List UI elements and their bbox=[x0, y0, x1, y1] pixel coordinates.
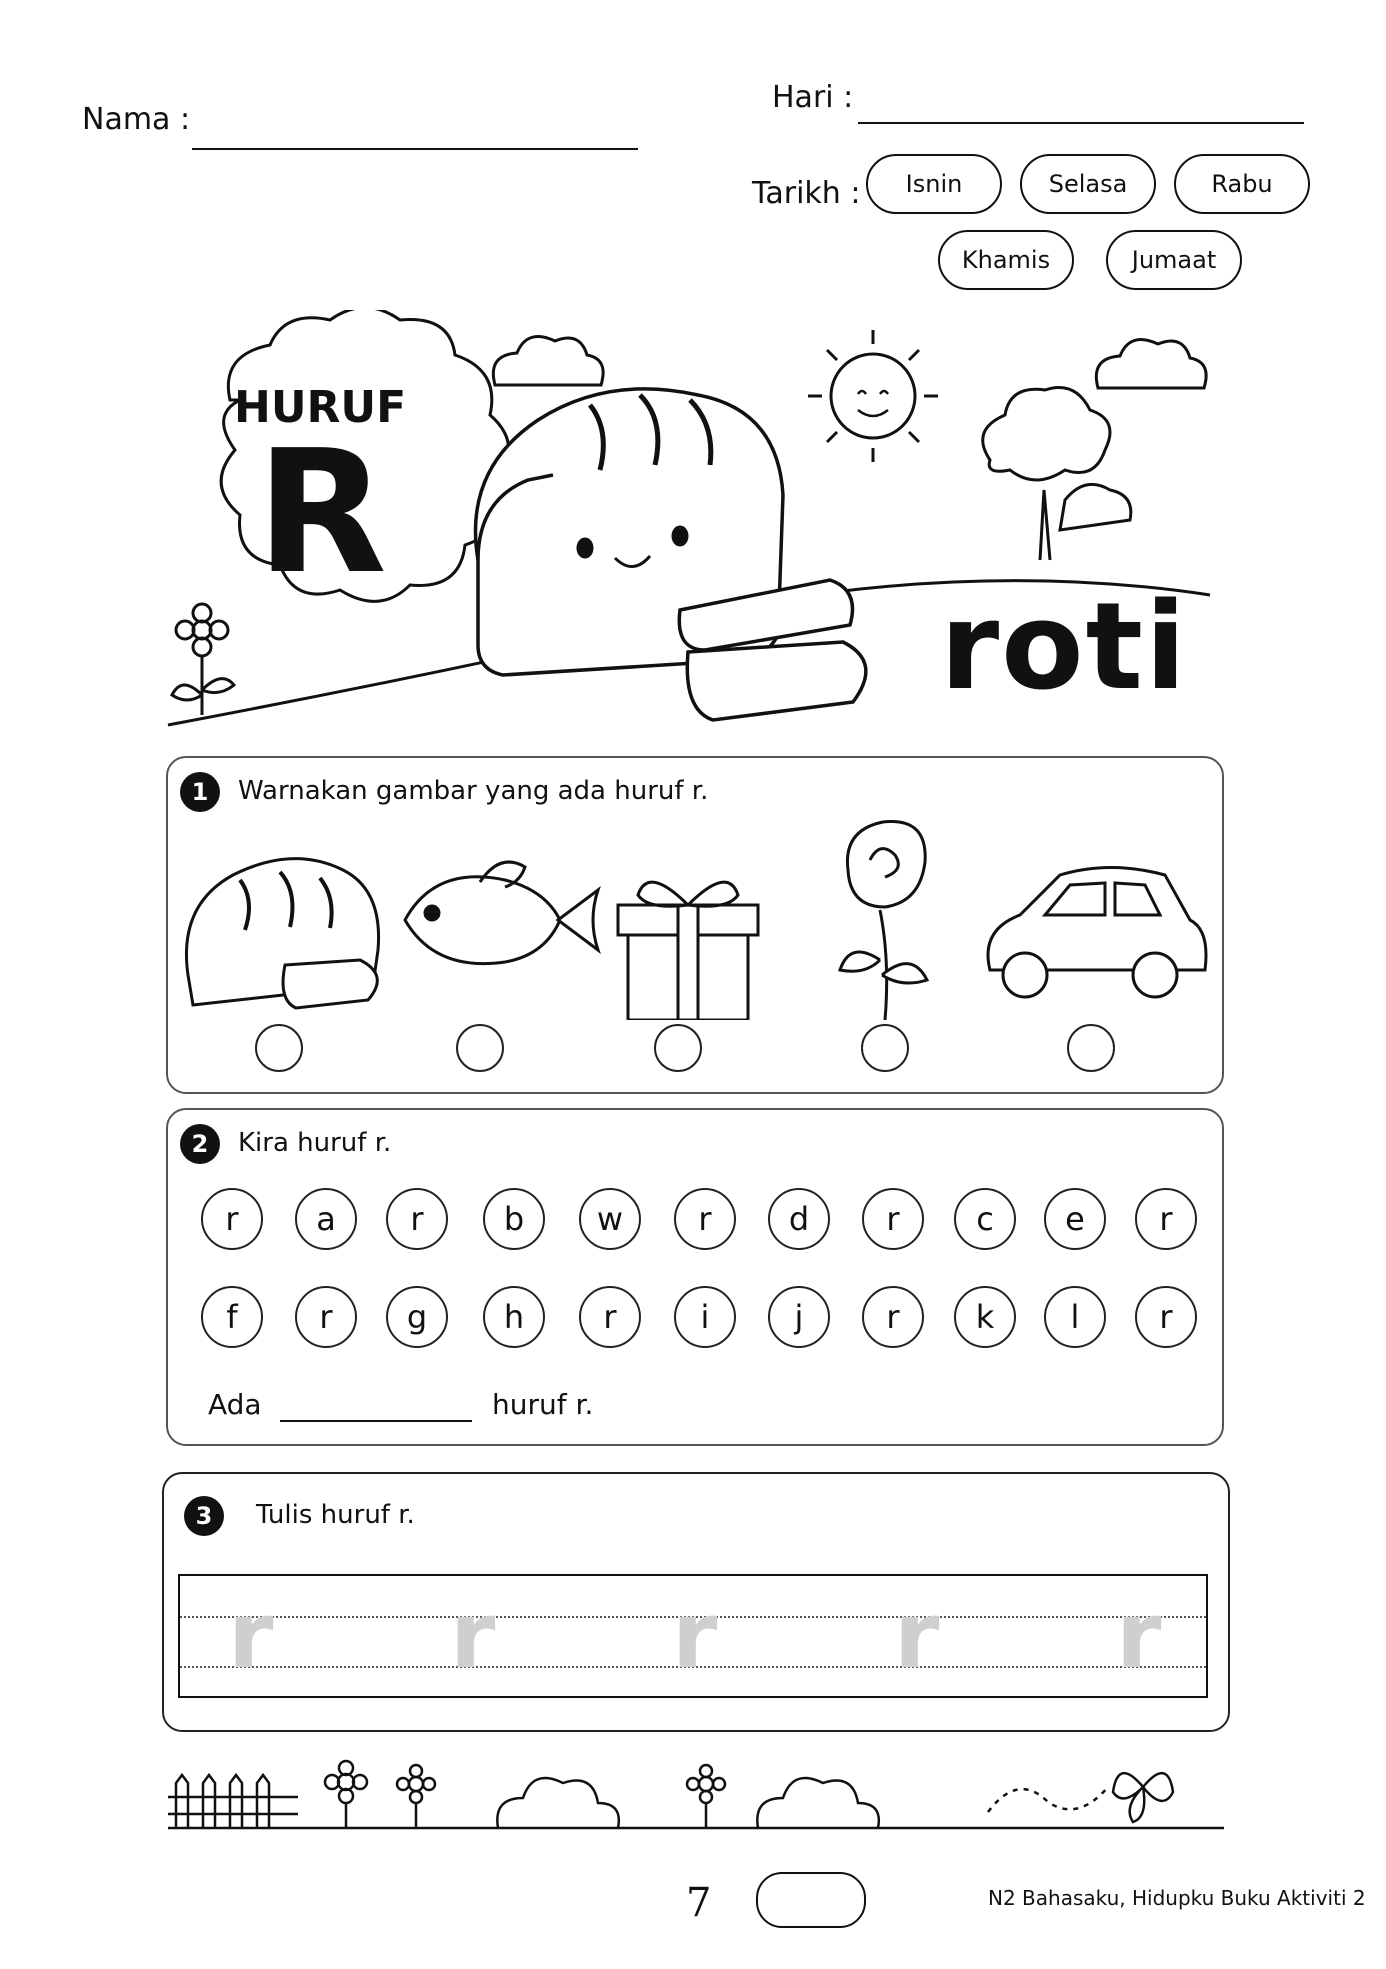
letter-circle[interactable]: r bbox=[201, 1188, 263, 1250]
page-number: 7 bbox=[686, 1880, 712, 1926]
section-1-number: 1 bbox=[180, 772, 220, 812]
letter-circle[interactable]: b bbox=[483, 1188, 545, 1250]
hero-word: roti bbox=[940, 578, 1189, 717]
letter-circle[interactable]: r bbox=[1135, 1188, 1197, 1250]
section-2-box bbox=[166, 1108, 1224, 1446]
flower-icon bbox=[397, 1765, 435, 1828]
letter-circle[interactable]: g bbox=[386, 1286, 448, 1348]
trace-letter: r bbox=[228, 1582, 274, 1689]
section-3-instruction: Tulis huruf r. bbox=[256, 1500, 415, 1530]
car-icon bbox=[988, 868, 1206, 998]
answer-field[interactable] bbox=[280, 1420, 472, 1422]
letter-circle[interactable]: c bbox=[954, 1188, 1016, 1250]
gift-icon bbox=[618, 882, 758, 1020]
letter-circle[interactable]: r bbox=[862, 1286, 924, 1348]
letter-circle[interactable]: i bbox=[674, 1286, 736, 1348]
cloud-icon bbox=[493, 337, 603, 385]
trace-letter: r bbox=[1116, 1582, 1162, 1689]
letter-circle[interactable]: a bbox=[295, 1188, 357, 1250]
name-field[interactable] bbox=[192, 148, 638, 150]
fence-icon bbox=[168, 1775, 298, 1828]
bread-icon bbox=[186, 859, 378, 1008]
name-label: Nama : bbox=[82, 102, 191, 137]
letter-circle[interactable]: r bbox=[1135, 1286, 1197, 1348]
letter-circle[interactable]: r bbox=[674, 1188, 736, 1250]
flower-icon bbox=[325, 1761, 367, 1828]
cloud-icon bbox=[1096, 340, 1206, 388]
day-option-isnin[interactable]: Isnin bbox=[866, 154, 1002, 214]
section-1-instruction: Warnakan gambar yang ada huruf r. bbox=[238, 776, 709, 806]
section-2-instruction: Kira huruf r. bbox=[238, 1128, 392, 1158]
day-option-khamis[interactable]: Khamis bbox=[938, 230, 1074, 290]
score-box[interactable] bbox=[756, 1872, 866, 1928]
answer-prefix: Ada bbox=[208, 1388, 262, 1421]
letter-circle[interactable]: f bbox=[201, 1286, 263, 1348]
answer-circle-fish[interactable] bbox=[456, 1024, 504, 1072]
answer-circle-car[interactable] bbox=[1067, 1024, 1115, 1072]
letter-circle[interactable]: r bbox=[862, 1188, 924, 1250]
day-option-selasa[interactable]: Selasa bbox=[1020, 154, 1156, 214]
letter-circle[interactable]: h bbox=[483, 1286, 545, 1348]
answer-suffix: huruf r. bbox=[492, 1388, 594, 1421]
answer-circle-rose[interactable] bbox=[861, 1024, 909, 1072]
trace-letter: r bbox=[672, 1582, 718, 1689]
letter-circle[interactable]: r bbox=[579, 1286, 641, 1348]
letter-circle[interactable]: k bbox=[954, 1286, 1016, 1348]
day-option-jumaat[interactable]: Jumaat bbox=[1106, 230, 1242, 290]
butterfly-icon bbox=[1113, 1773, 1173, 1822]
rose-icon bbox=[840, 822, 927, 1021]
flower-icon bbox=[687, 1765, 725, 1828]
date-label: Tarikh : bbox=[752, 176, 861, 211]
letter-circle[interactable]: r bbox=[295, 1286, 357, 1348]
bush-icon bbox=[757, 1778, 879, 1828]
day-label: Hari : bbox=[772, 80, 854, 115]
letter-circle[interactable]: j bbox=[768, 1286, 830, 1348]
hero-letter: R bbox=[256, 414, 387, 612]
answer-circle-bread[interactable] bbox=[255, 1024, 303, 1072]
flower-icon bbox=[172, 604, 234, 715]
letter-circle[interactable]: d bbox=[768, 1188, 830, 1250]
letter-circle[interactable]: w bbox=[579, 1188, 641, 1250]
bush-icon bbox=[497, 1778, 619, 1828]
day-field[interactable] bbox=[858, 122, 1304, 124]
book-title: N2 Bahasaku, Hidupku Buku Aktiviti 2 bbox=[988, 1886, 1366, 1910]
letter-circle[interactable]: r bbox=[386, 1188, 448, 1250]
section-3-number: 3 bbox=[184, 1496, 224, 1536]
dotted-flight-path bbox=[988, 1787, 1108, 1812]
letter-circle[interactable]: l bbox=[1044, 1286, 1106, 1348]
fish-icon bbox=[405, 862, 598, 964]
garden-border-illustration bbox=[168, 1752, 1224, 1832]
trace-letter: r bbox=[894, 1582, 940, 1689]
sun-icon bbox=[808, 330, 938, 462]
trace-letter: r bbox=[450, 1582, 496, 1689]
letter-circle[interactable]: e bbox=[1044, 1188, 1106, 1250]
section-1-pictures bbox=[180, 810, 1210, 1020]
tree-icon bbox=[983, 388, 1131, 561]
answer-circle-gift[interactable] bbox=[654, 1024, 702, 1072]
day-option-rabu[interactable]: Rabu bbox=[1174, 154, 1310, 214]
huruf-label: HURUF bbox=[234, 382, 407, 433]
section-2-number: 2 bbox=[180, 1124, 220, 1164]
